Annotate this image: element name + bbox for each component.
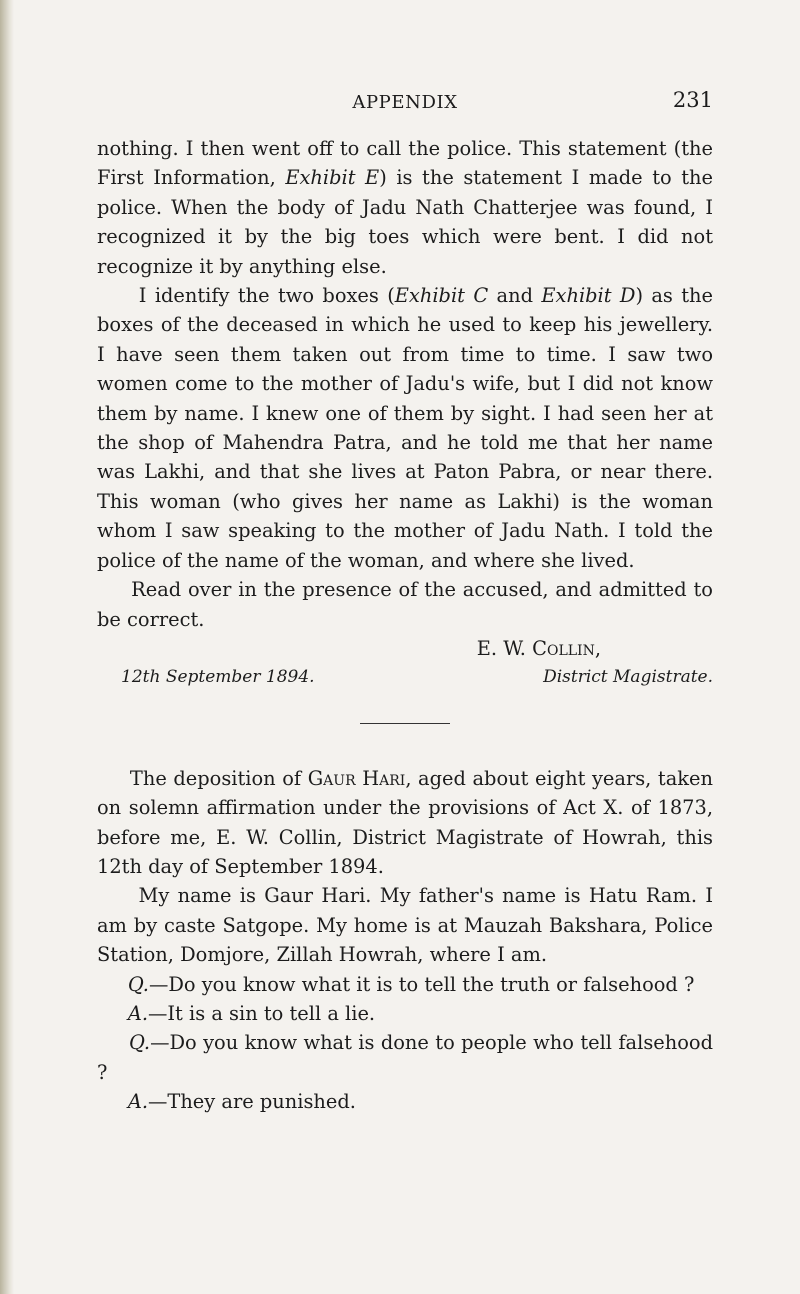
exhibit-c-ref: Exhibit C bbox=[394, 284, 489, 308]
paragraph-5: My name is Gaur Hari. My father's name is Hatu Ram. I am by caste Satgope. My home is at Mauzah Bakshara, Police Station, Domjore, Zillah Howrah, where I am. bbox=[97, 884, 713, 967]
page-edge-shadow bbox=[0, 0, 14, 1294]
qa-line: Q.—Do you know what is done to people who tell falsehood ? bbox=[97, 1031, 713, 1084]
page-header bbox=[97, 88, 713, 118]
page-number: 231 bbox=[672, 88, 713, 112]
qa-line: A.—It is a sin to tell a lie. bbox=[127, 1001, 376, 1025]
signature-title: District Magistrate. bbox=[543, 667, 713, 688]
paragraph-3: Read over in the presence of the accused, and admitted to be correct. bbox=[97, 578, 713, 631]
qa-line: A.—They are punished. bbox=[127, 1090, 356, 1114]
paragraph-1: nothing. I then went off to call the police. This statement (the First Information, Exhibit E) is the statement I made to the police. When the body of Jadu Nath Chatterjee was found, I recognized it by the big toes which were bent. I did not recognize it by anything else. bbox=[97, 137, 713, 278]
deponent-name: Gaur Hari bbox=[307, 766, 406, 790]
exhibit-d-ref: Exhibit D bbox=[541, 284, 636, 308]
exhibit-e-ref: Exhibit E bbox=[285, 166, 380, 190]
qa-line: Q.—Do you know what it is to tell the truth or falsehood ? bbox=[127, 972, 695, 996]
signature-date: 12th September 1894. bbox=[121, 667, 315, 688]
paragraph-2: I identify the two boxes (Exhibit C and Exhibit D) as the boxes of the deceased in which he used to keep his jewellery. I have seen them taken out from time to time. I saw two women come to the mother of Jadu's wife, but I did not know them by name. I knew one of them by sight. I had seen her at the shop of Mahendra Patra, and he told me that her name was Lakhi, and that she lives at Paton Pabra, or near there. This woman (who gives her name as Lakhi) is the woman whom I saw speaking to the mother of Jadu Nath. I told the police of the name of the woman, and where she lived. bbox=[97, 284, 713, 572]
signature-name: E. W. Collin, bbox=[476, 636, 601, 660]
signature-row bbox=[97, 663, 713, 692]
running-head: APPENDIX bbox=[352, 92, 458, 113]
paragraph-4: The deposition of Gaur Hari, aged about eight years, taken on solemn affirmation under the provisions of Act X. of 1873, before me, E. W. Collin, District Magistrate of Howrah, this 12th day of September 1894. bbox=[97, 766, 713, 878]
section-divider bbox=[360, 723, 450, 724]
document-page bbox=[97, 88, 713, 1117]
